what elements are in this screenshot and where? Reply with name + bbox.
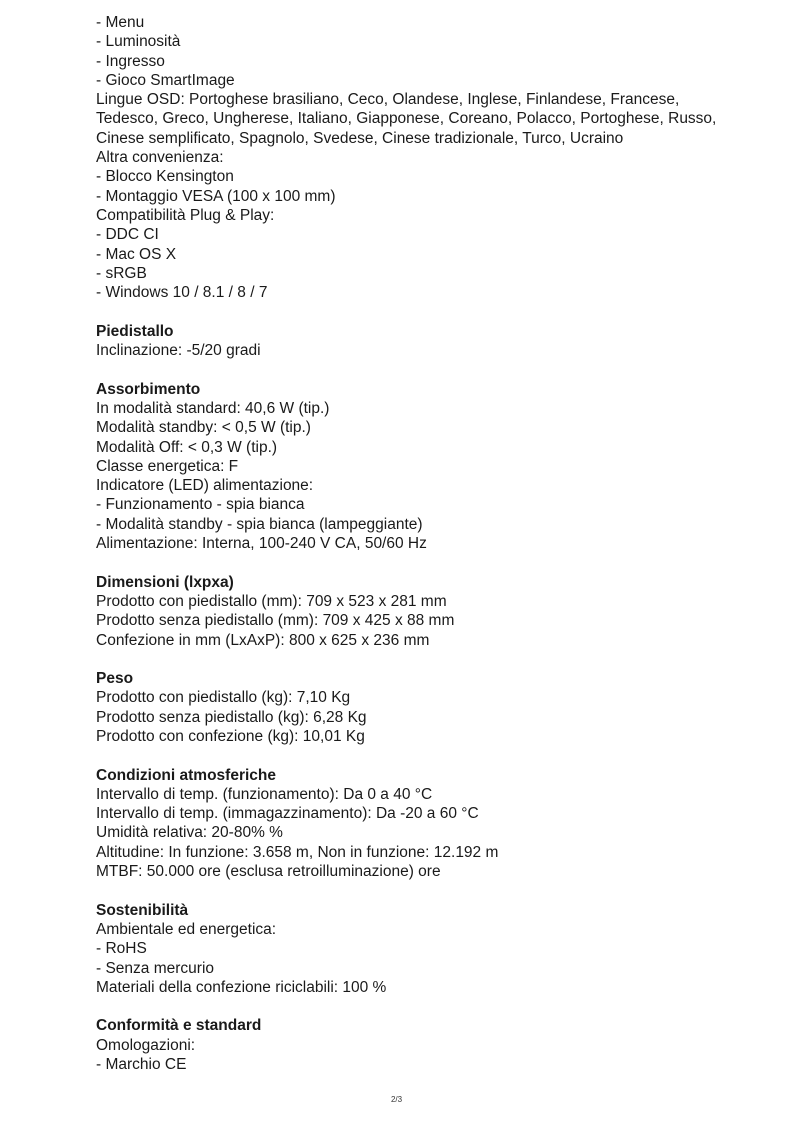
section-heading: Peso <box>96 670 134 688</box>
spec-line: Inclinazione: -5/20 gradi <box>96 342 261 360</box>
spec-section <box>96 1016 756 1074</box>
section-spacer <box>96 746 756 765</box>
spec-section <box>96 901 756 997</box>
intro-block <box>96 13 756 302</box>
section-heading: Conformità e standard <box>96 1017 262 1035</box>
document-body <box>96 13 756 1074</box>
spec-line: - sRGB <box>96 264 147 282</box>
spec-section <box>96 573 756 650</box>
spec-line: Prodotto senza piedistallo (kg): 6,28 Kg <box>96 708 367 726</box>
spec-line: - Menu <box>96 14 145 31</box>
section-spacer <box>96 360 756 379</box>
spec-line: Compatibilità Plug & Play: <box>96 206 275 224</box>
spec-line: - Windows 10 / 8.1 / 8 / 7 <box>96 284 268 302</box>
spec-section <box>96 380 756 554</box>
spec-line: Materiali della confezione riciclabili: 100 % <box>96 978 387 996</box>
spec-line: - Blocco Kensington <box>96 168 234 186</box>
spec-line: - Gioco SmartImage <box>96 71 235 89</box>
spec-section <box>96 669 756 746</box>
section-spacer <box>96 553 756 572</box>
spec-line: - Ingresso <box>96 52 165 70</box>
spec-line: Tedesco, Greco, Ungherese, Italiano, Giapponese, Coreano, Polacco, Portoghese, Russo, <box>96 110 717 128</box>
spec-line: - Montaggio VESA (100 x 100 mm) <box>96 187 336 205</box>
section-spacer <box>96 650 756 669</box>
spec-line: Altitudine: In funzione: 3.658 m, Non in funzione: 12.192 m <box>96 843 499 861</box>
spec-line: Modalità standby: < 0,5 W (tip.) <box>96 419 311 437</box>
spec-line: - Senza mercurio <box>96 959 215 977</box>
spec-line: - Mac OS X <box>96 245 177 263</box>
spec-line: MTBF: 50.000 ore (esclusa retroilluminazione) ore <box>96 863 441 881</box>
section-heading: Sostenibilità <box>96 901 189 919</box>
section-spacer <box>96 302 756 321</box>
spec-line: Confezione in mm (LxAxP): 800 x 625 x 236 mm <box>96 631 430 649</box>
spec-line: Ambientale ed energetica: <box>96 920 277 938</box>
spec-line: Indicatore (LED) alimentazione: <box>96 477 314 495</box>
spec-section <box>96 322 756 361</box>
spec-section <box>96 766 756 882</box>
spec-line: Prodotto con piedistallo (kg): 7,10 Kg <box>96 689 351 707</box>
spec-line: Alimentazione: Interna, 100-240 V CA, 50/60 Hz <box>96 535 427 553</box>
spec-line: Cinese semplificato, Spagnolo, Svedese, Cinese tradizionale, Turco, Ucraino <box>96 129 624 147</box>
spec-line: - Luminosità <box>96 33 181 51</box>
spec-line: In modalità standard: 40,6 W (tip.) <box>96 399 330 417</box>
section-heading: Condizioni atmosferiche <box>96 766 276 784</box>
spec-sections <box>96 302 756 1074</box>
spec-line: Lingue OSD: Portoghese brasiliano, Ceco, Olandese, Inglese, Finlandese, Francese, <box>96 91 680 109</box>
spec-line: - RoHS <box>96 940 147 958</box>
spec-line: Intervallo di temp. (funzionamento): Da 0 a 40 °C <box>96 785 433 803</box>
section-heading: Dimensioni (lxpxa) <box>96 573 234 591</box>
spec-line: - Funzionamento - spia bianca <box>96 496 305 514</box>
spec-line: - Modalità standby - spia bianca (lampeggiante) <box>96 515 423 533</box>
spec-line: Umidità relativa: 20-80% % <box>96 824 283 842</box>
spec-line: Intervallo di temp. (immagazzinamento): Da -20 a 60 °C <box>96 805 479 823</box>
spec-line: Prodotto con confezione (kg): 10,01 Kg <box>96 727 365 745</box>
section-heading: Assorbimento <box>96 380 201 398</box>
spec-line: Modalità Off: < 0,3 W (tip.) <box>96 438 278 456</box>
page-number: 2/3 <box>390 1095 403 1104</box>
spec-line: Omologazioni: <box>96 1036 196 1054</box>
spec-line: Classe energetica: F <box>96 457 239 475</box>
section-heading: Piedistallo <box>96 322 174 340</box>
section-spacer <box>96 881 756 900</box>
spec-line: Prodotto senza piedistallo (mm): 709 x 425 x 88 mm <box>96 612 455 630</box>
spec-line: Altra convenienza: <box>96 149 224 167</box>
spec-line: Prodotto con piedistallo (mm): 709 x 523 x 281 mm <box>96 592 447 610</box>
spec-line: - Marchio CE <box>96 1056 187 1074</box>
section-spacer <box>96 997 756 1016</box>
spec-line: - DDC CI <box>96 226 159 244</box>
